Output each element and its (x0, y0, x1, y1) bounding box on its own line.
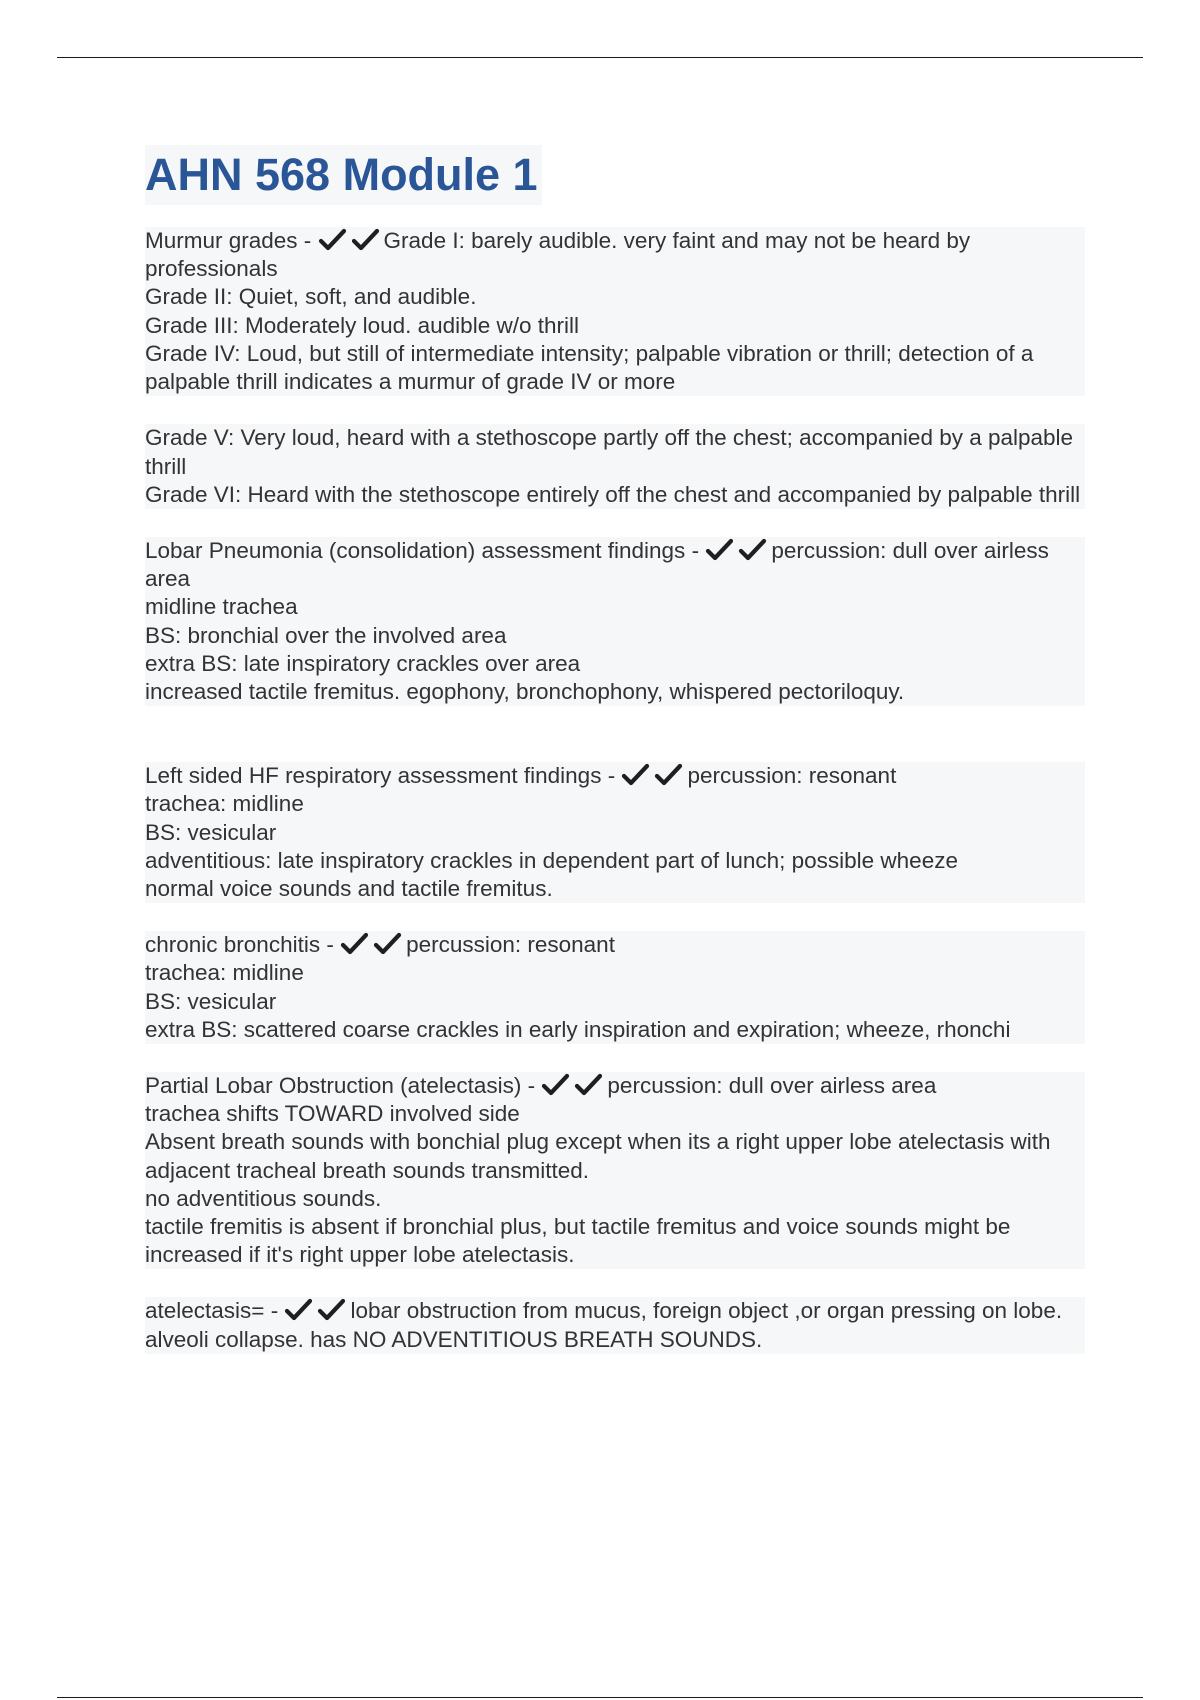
card-separator: - (601, 763, 622, 789)
card-line: midline trachea (145, 593, 1085, 621)
check-icon (340, 932, 369, 956)
card-first-line (145, 227, 1085, 283)
top-rule (57, 57, 1143, 58)
card-line: Grade VI: Heard with the stethoscope entirely off the chest and accompanied by palpable thrill (145, 481, 1085, 509)
document-body (145, 145, 1085, 1382)
card-line: extra BS: scattered coarse crackles in early inspiration and expiration; wheeze, rhonchi (145, 1016, 1085, 1044)
flashcard (145, 1297, 1085, 1353)
card-answer: percussion: resonant (406, 932, 615, 958)
check-icon (541, 1073, 570, 1097)
card-line: Grade III: Moderately loud. audible w/o thrill (145, 312, 1085, 340)
card-line: BS: vesicular (145, 819, 1085, 847)
card-line: trachea: midline (145, 959, 1085, 987)
card-first-line (145, 1072, 1085, 1100)
card-separator: - (320, 932, 341, 958)
check-icon (621, 763, 650, 787)
card-line: Grade IV: Loud, but still of intermediate intensity; palpable vibration or thrill; detection of a palpable thrill indicates a murmur of grade IV or more (145, 340, 1085, 396)
card-line: no adventitious sounds. (145, 1185, 1085, 1213)
card-line: BS: vesicular (145, 988, 1085, 1016)
bottom-rule (57, 1697, 1143, 1698)
check-icon (705, 538, 734, 562)
card-answer: percussion: dull over airless area (607, 1073, 937, 1099)
card-answer: lobar obstruction from mucus, foreign object ,or organ pressing on lobe. alveoli collapse. has NO ADVENTITIOUS BREATH SOUNDS. (145, 1298, 1063, 1352)
card-term: Partial Lobar Obstruction (atelectasis) (145, 1073, 522, 1099)
card-answer: Grade I: barely audible. very faint and may not be heard by professionals (145, 228, 971, 282)
flashcard-list (145, 227, 1085, 1354)
check-icon (373, 932, 402, 956)
card-term: Lobar Pneumonia (consolidation) assessment findings (145, 538, 686, 564)
card-line: Grade V: Very loud, heard with a stethoscope partly off the chest; accompanied by a palpable thrill (145, 424, 1085, 480)
card-first-line (145, 1297, 1085, 1353)
card-line: BS: bronchial over the involved area (145, 622, 1085, 650)
card-term: Left sided HF respiratory assessment findings (145, 763, 602, 789)
check-icon (284, 1298, 313, 1322)
check-icon (317, 1298, 346, 1322)
card-line: increased tactile fremitus. egophony, bronchophony, whispered pectoriloquy. (145, 678, 1085, 706)
card-line: Grade II: Quiet, soft, and audible. (145, 283, 1085, 311)
document-title: AHN 568 Module 1 (145, 145, 542, 205)
card-line: trachea: midline (145, 790, 1085, 818)
flashcard (145, 227, 1085, 509)
card-line: normal voice sounds and tactile fremitus. (145, 875, 1085, 903)
card-separator: - (264, 1298, 285, 1324)
card-answer: percussion: resonant (687, 763, 897, 789)
card-term: Murmur grades (145, 228, 298, 253)
check-icon (351, 228, 380, 252)
card-term: atelectasis= (145, 1298, 265, 1324)
card-separator: - (297, 228, 318, 253)
card-line: trachea shifts TOWARD involved side (145, 1100, 1085, 1128)
card-first-line (145, 762, 1085, 790)
card-separator: - (685, 538, 706, 564)
check-icon (738, 538, 767, 562)
card-first-line (145, 931, 1085, 959)
card-line: Absent breath sounds with bonchial plug except when its a right upper lobe atelectasis with adjacent tracheal breath sounds transmitted. (145, 1128, 1085, 1184)
card-line: adventitious: late inspiratory crackles in dependent part of lunch; possible wheeze (145, 847, 1085, 875)
card-separator: - (521, 1073, 542, 1099)
flashcard (145, 931, 1085, 1044)
check-icon (574, 1073, 603, 1097)
card-term: chronic bronchitis (145, 932, 321, 958)
card-answer: percussion: dull over airless area (145, 538, 1049, 592)
flashcard (145, 1072, 1085, 1269)
flashcard (145, 537, 1085, 706)
card-line: tactile fremitis is absent if bronchial plus, but tactile fremitus and voice sounds might be increased if it's right upper lobe atelectasis. (145, 1213, 1085, 1269)
check-icon (654, 763, 683, 787)
card-first-line (145, 537, 1085, 593)
flashcard (145, 762, 1085, 903)
card-line (145, 396, 1085, 424)
check-icon (318, 228, 347, 252)
card-line: extra BS: late inspiratory crackles over area (145, 650, 1085, 678)
